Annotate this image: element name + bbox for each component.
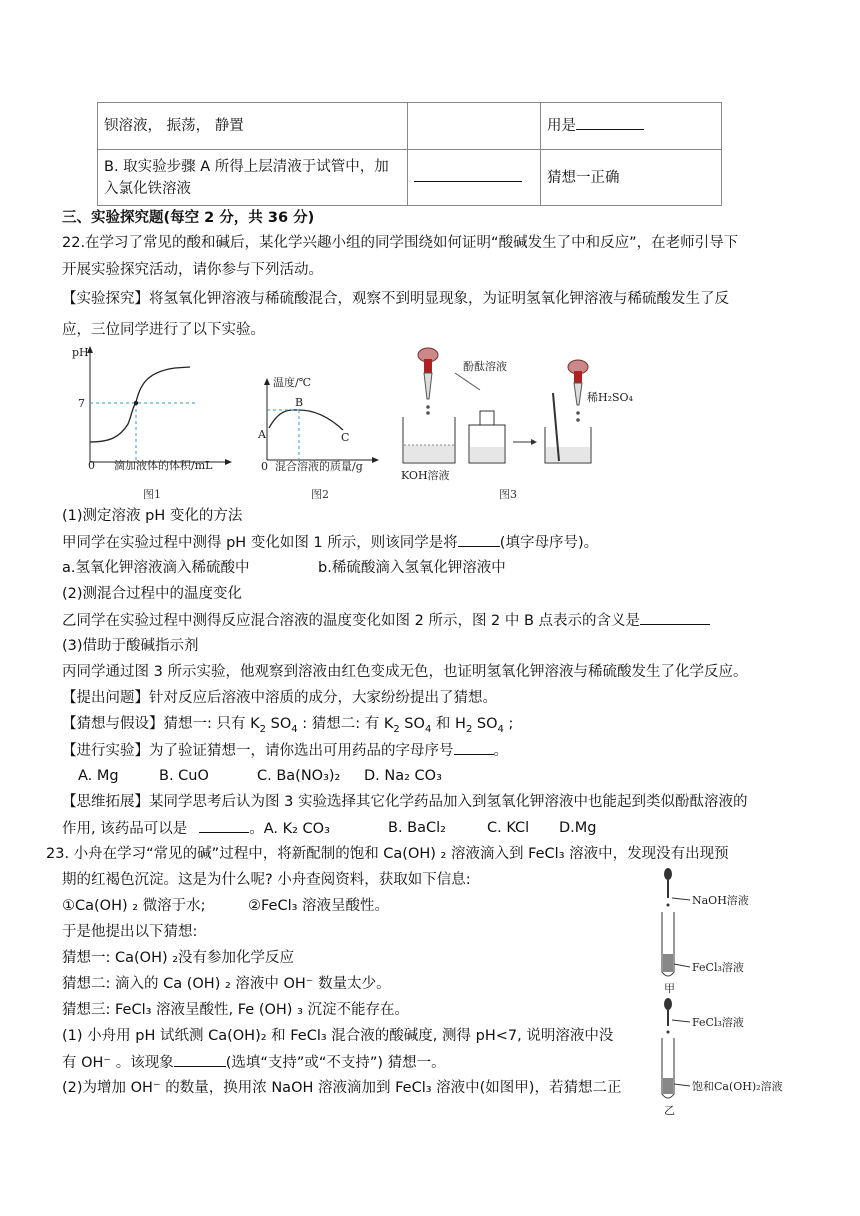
arrow-icon bbox=[531, 439, 537, 445]
fig1-ylabel: pH bbox=[72, 346, 89, 359]
hypo-text: 和 H bbox=[431, 716, 466, 732]
q22-experiment bbox=[62, 740, 508, 761]
label-caoh: 饱和Ca(OH)₂溶液 bbox=[692, 1080, 783, 1093]
table-cell bbox=[98, 150, 408, 206]
fecl3-liquid bbox=[663, 954, 673, 972]
reaction-liquid bbox=[546, 447, 590, 462]
q22-p1-option-b: b.稀硫酸滴入氢氧化钾溶液中 bbox=[318, 560, 506, 576]
drop bbox=[426, 405, 430, 409]
exp-text: 【进行实验】为了验证猜想一，请你选出可用药品的字母序号 bbox=[62, 743, 454, 759]
table-cell bbox=[408, 150, 541, 206]
label-jia: 甲 bbox=[664, 982, 675, 995]
q23-p2: (2)为增加 OH⁻ 的数量，换用浓 NaOH 溶液滴加到 FeCl₃ 溶液中(如图甲)，若猜想二正 bbox=[62, 1080, 622, 1096]
dropper-bulb bbox=[424, 359, 432, 373]
q22-p1-title: (1)测定溶液 pH 变化的方法 bbox=[62, 508, 243, 524]
q22-p1-text-body: 甲同学在实验过程中测得 pH 变化如图 1 所示，则该同学是将 bbox=[62, 535, 458, 551]
phenol-liquid bbox=[470, 447, 504, 462]
drop bbox=[667, 904, 670, 907]
fig3-caption: 图3 bbox=[499, 488, 517, 501]
q22-p2-title: (2)测混合过程中的温度变化 bbox=[62, 586, 243, 602]
fig2-temperature-curve bbox=[255, 370, 385, 475]
q23-info-1: ①Ca(OH) ₂ 微溶于水; bbox=[62, 898, 206, 914]
q22-p1-option-a: a.氢氧化钾溶液滴入稀硫酸中 bbox=[62, 560, 250, 576]
drop bbox=[576, 418, 580, 422]
table-cell bbox=[98, 103, 408, 150]
dropper-bulb bbox=[574, 371, 582, 383]
option-b: B. CuO bbox=[159, 768, 209, 784]
ext-option-a: 。A. K₂ CO₃ bbox=[249, 821, 330, 837]
cell-text: 钡溶液， 振荡， 静置 bbox=[104, 118, 244, 134]
fig2-curve bbox=[269, 410, 343, 430]
q23-line: 于是他提出以下猜想: bbox=[62, 924, 198, 940]
answer-blank[interactable] bbox=[576, 115, 644, 130]
hypo-text: 【猜想与假设】猜想一: 只有 K bbox=[62, 716, 260, 732]
q23-p1: (1) 小舟用 pH 试纸测 Ca(OH)₂ 和 FeCl₃ 混合液的酸碱度, 测得 pH<7, 说明溶液中没 bbox=[62, 1028, 614, 1044]
fig2-origin: 0 bbox=[261, 460, 268, 473]
label-naoh: NaOH溶液 bbox=[692, 894, 749, 907]
q22-p1-hint: (填字母序号)。 bbox=[499, 535, 599, 551]
q23-p1-2 bbox=[62, 1052, 446, 1073]
hypo-text: : 猜想二: 有 K bbox=[297, 716, 394, 732]
table-cell bbox=[408, 103, 541, 150]
q22-hypothesis: 【猜想与假设】猜想一: 只有 $K_2$ $SO_4$ : 猜想二: 有 $K_2$ $SO_4$ 和 $H_2$ $SO_4$ ; bbox=[62, 716, 514, 735]
fig1-ph-curve bbox=[70, 342, 240, 472]
q23-test-tubes bbox=[650, 868, 800, 1118]
hypo-text: SO bbox=[472, 716, 498, 732]
q23-line: 23. 小舟在学习“常见的碱”过程中，将新配制的饱和 Ca(OH) ₂ 溶液滴入到 FeCl₃ 溶液中，发现没有出现预 bbox=[46, 846, 729, 862]
answer-blank[interactable] bbox=[640, 610, 710, 625]
fig2-ylabel: 温度/℃ bbox=[273, 376, 312, 389]
drop bbox=[426, 411, 430, 415]
fig3-label-phenol: 酚酞溶液 bbox=[463, 360, 507, 373]
q22-line: 应，三位同学进行了以下实验。 bbox=[62, 322, 265, 338]
experiment-table bbox=[97, 102, 722, 206]
section-title: 三、实验探究题(每空 2 分，共 36 分) bbox=[62, 210, 315, 226]
fig2-point-c: C bbox=[341, 431, 350, 444]
option-d: D. Na₂ CO₃ bbox=[364, 768, 442, 784]
ext-option-c: C. KCl bbox=[487, 820, 530, 836]
fig2-point-a: A bbox=[258, 428, 266, 441]
table-cell bbox=[541, 150, 722, 206]
fig1-xlabel: 滴加液体的体积/mL bbox=[114, 459, 213, 472]
answer-blank[interactable] bbox=[454, 740, 494, 755]
fig3-apparatus bbox=[395, 345, 645, 485]
label-fecl3: FeCl₃溶液 bbox=[692, 961, 744, 974]
table-row bbox=[98, 150, 722, 206]
koh-liquid bbox=[404, 445, 454, 462]
caoh-liquid bbox=[663, 1078, 673, 1094]
q22-question: 【提出问题】针对反应后溶液中溶质的成分，大家纷纷提出了猜想。 bbox=[62, 690, 497, 706]
label-leader bbox=[455, 373, 480, 390]
drop bbox=[576, 411, 580, 415]
label-fecl3-b: FeCl₃溶液 bbox=[692, 1016, 744, 1029]
fig2-x-arrow bbox=[372, 457, 379, 463]
hypo-text: ; bbox=[503, 716, 514, 732]
q22-extension-2 bbox=[62, 818, 330, 839]
fig1-x-arrow bbox=[225, 459, 232, 465]
hypo-text: SO bbox=[399, 716, 425, 732]
fig3-label-acid: 稀H₂SO₄ bbox=[587, 391, 633, 404]
q23-info-2: ②FeCl₃ 溶液呈酸性。 bbox=[248, 898, 390, 914]
fig1-curve bbox=[90, 367, 190, 442]
answer-blank[interactable] bbox=[458, 532, 500, 547]
ext-option-d: D.Mg bbox=[559, 820, 597, 836]
dropper-tube bbox=[574, 383, 582, 405]
leader-line bbox=[672, 898, 690, 900]
cell-text: 用是 bbox=[547, 118, 576, 134]
q23-hypothesis-3: 猜想三: FeCl₃ 溶液呈酸性, Fe (OH) ₃ 沉淀不能存在。 bbox=[62, 1002, 409, 1018]
q23-line: 期的红褐色沉淀。这是为什么呢? 小舟查阅资料，获取如下信息: bbox=[62, 872, 471, 888]
answer-blank[interactable] bbox=[414, 167, 522, 182]
cell-text: 入氯化铁溶液 bbox=[104, 180, 191, 197]
fig1-point bbox=[134, 401, 138, 405]
drop bbox=[667, 1031, 670, 1034]
fig2-xlabel: 混合溶液的质量/g bbox=[275, 460, 363, 473]
fig3-label-koh: KOH溶液 bbox=[401, 469, 450, 482]
table-cell bbox=[541, 103, 722, 150]
fig1-caption: 图1 bbox=[143, 488, 161, 501]
option-c: C. Ba(NO₃)₂ bbox=[257, 768, 341, 784]
dropper-bulb bbox=[664, 998, 672, 1010]
leader-line bbox=[674, 964, 690, 967]
hypo-text: SO bbox=[266, 716, 292, 732]
fig2-y-arrow bbox=[264, 378, 270, 385]
cell-text: 猜想一正确 bbox=[547, 169, 620, 186]
q22-p2-text bbox=[62, 610, 710, 631]
table-row bbox=[98, 103, 722, 150]
answer-blank[interactable] bbox=[199, 818, 249, 833]
q23-text: (选填“支持”或“不支持”) 猜想一。 bbox=[225, 1055, 446, 1071]
q22-p1-text bbox=[62, 532, 598, 553]
q23-hypothesis-1: 猜想一: Ca(OH) ₂没有参加化学反应 bbox=[62, 950, 295, 966]
q22-extension: 【思维拓展】某同学思考后认为图 3 实验选择其它化学药品加入到氢氧化钾溶液中也能起到类似酚酞溶液的 bbox=[62, 794, 748, 810]
exp-end: 。 bbox=[493, 743, 508, 759]
fig2-caption: 图2 bbox=[311, 488, 329, 501]
q22-p3-title: (3)借助于酸碱指示剂 bbox=[62, 638, 199, 654]
leader-line bbox=[672, 1020, 690, 1022]
q22-line: 开展实验探究活动，请你参与下列活动。 bbox=[62, 262, 323, 278]
q22-line: 22.在学习了常见的酸和碱后，某化学兴趣小组的同学围绕如何证明“酸碱发生了中和反应”，在老师引导下 bbox=[62, 235, 739, 251]
cell-text: B. 取实验步骤 A 所得上层清液于试管中，加 bbox=[104, 158, 389, 175]
fig1-tick-7: 7 bbox=[78, 397, 85, 410]
q22-p3-text: 丙同学通过图 3 所示实验，他观察到溶液由红色变成无色，也证明氢氧化钾溶液与稀硫酸发生了化学反应。 bbox=[62, 664, 748, 680]
bottle-neck bbox=[480, 411, 494, 425]
ext-option-b: B. BaCl₂ bbox=[388, 820, 446, 836]
fig1-origin: 0 bbox=[88, 459, 95, 472]
dropper-tube bbox=[424, 373, 432, 399]
answer-blank[interactable] bbox=[174, 1052, 226, 1067]
q23-hypothesis-2: 猜想二: 滴入的 Ca (OH) ₂ 溶液中 OH⁻ 数量太少。 bbox=[62, 976, 391, 992]
label-yi: 乙 bbox=[664, 1104, 675, 1117]
dropper-bulb bbox=[664, 868, 672, 880]
option-a: A. Mg bbox=[78, 768, 119, 784]
ext-text: 作用, 该药品可以是 bbox=[62, 821, 188, 837]
leader-line bbox=[674, 1084, 690, 1086]
fig2-point-b: B bbox=[295, 396, 304, 409]
q23-text: 有 OH⁻ 。该现象 bbox=[62, 1055, 174, 1071]
q22-p2-text-body: 乙同学在实验过程中测得反应混合溶液的温度变化如图 2 所示，图 2 中 B 点表示的含义是 bbox=[62, 613, 641, 629]
q22-line: 【实验探究】将氢氧化钾溶液与稀硫酸混合，观察不到明显现象，为证明氢氧化钾溶液与稀硫酸发生了反 bbox=[62, 291, 729, 307]
